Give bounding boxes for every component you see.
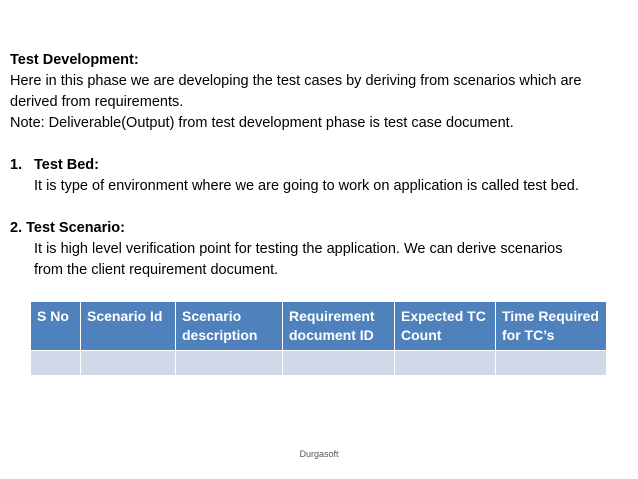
column-header-time-required: Time Required for TC’s [496,302,607,351]
table-row [31,351,607,376]
item-title: Test Scenario: [26,220,125,236]
table-cell [496,351,607,376]
note-line: Note: Deliverable(Output) from test development phase is test case document. [10,115,514,131]
test-case-table [30,301,607,376]
table-cell [31,351,81,376]
item-title: Test Bed: [34,157,99,173]
item-heading-test-scenario [10,218,630,239]
item-number: 2. [10,220,23,236]
table-cell [283,351,395,376]
intro-line: derived from requirements. [10,94,184,110]
item-heading-test-bed [10,155,630,176]
item-text: from the client requirement document. [34,262,279,278]
item-text: It is high level verification point for testing the application. We can derive scenarios [34,241,563,257]
column-header-scenario-id: Scenario Id [81,302,176,351]
column-header-s-no: S No [31,302,81,351]
table-cell [395,351,496,376]
column-header-expected-tc-count: Expected TC Count [395,302,496,351]
item-text: It is type of environment where we are going to work on application is called test bed. [34,178,579,194]
table-cell [176,351,283,376]
column-header-scenario-description: Scenario description [176,302,283,351]
table-header-row [31,302,607,351]
footer-text: Durgasoft [299,449,339,459]
item-number: 1. [10,157,23,173]
table-cell [81,351,176,376]
section-title: Test Development: [10,52,139,68]
column-header-requirement-document-id: Requirement document ID [283,302,395,351]
slide-content [10,50,630,281]
intro-line: Here in this phase we are developing the test cases by deriving from scenarios which are [10,73,582,89]
